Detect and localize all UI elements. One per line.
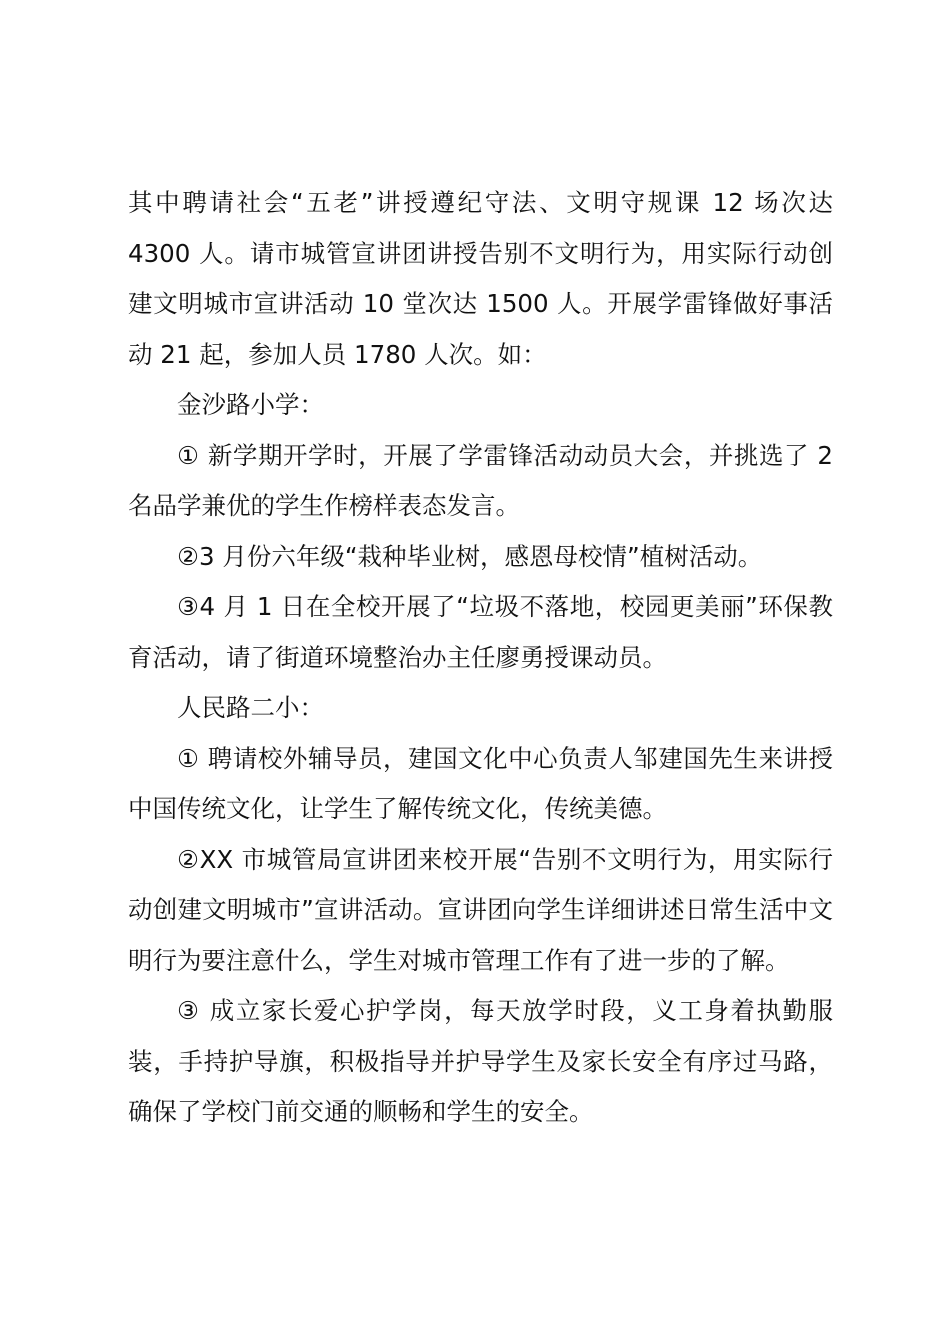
paragraph-renminlu-item-2: ②XX 市城管局宣讲团来校开展“告别不文明行为，用实际行动创建文明城市”宣讲活动。宣讲团向学生详细讲述日常生活中文明行为要注意什么，学生对城市管理工作有了进一步的了解。	[128, 844, 833, 975]
paragraph-jinshalu-item-3: ③4 月 1 日在全校开展了“垃圾不落地，校园更美丽”环保教育活动，请了街道环境整治办主任廖勇授课动员。	[128, 592, 833, 672]
paragraph-school-heading-jinshalu: 金沙路小学：	[177, 390, 324, 419]
paragraph-intro: 其中聘请社会“五老”讲授遵纪守法、文明守规课 12 场次达 4300 人。请市城管宣讲团讲授告别不文明行为，用实际行动创建文明城市宣讲活动 10 堂次达 1500 人。开展学雷锋做好事活动 21 起，参加人员 1780 人次。如：	[128, 188, 833, 369]
paragraph-renminlu-item-3: ③ 成立家长爱心护学岗，每天放学时段，义工身着执勤服装，手持护导旗，积极指导并护导学生及家长安全有序过马路，确保了学校门前交通的顺畅和学生的安全。	[128, 996, 833, 1126]
paragraph-school-heading-renminlu: 人民路二小：	[177, 693, 324, 722]
document-body	[128, 178, 833, 1138]
paragraph-jinshalu-item-2: ②3 月份六年级“栽种毕业树，感恩母校情”植树活动。	[177, 541, 763, 571]
paragraph-renminlu-item-1: ① 聘请校外辅导员，建国文化中心负责人邹建国先生来讲授中国传统文化，让学生了解传统文化，传统美德。	[128, 743, 833, 823]
paragraph-jinshalu-item-1: ① 新学期开学时，开展了学雷锋活动动员大会，并挑选了 2 名品学兼优的学生作榜样表态发言。	[128, 440, 833, 520]
